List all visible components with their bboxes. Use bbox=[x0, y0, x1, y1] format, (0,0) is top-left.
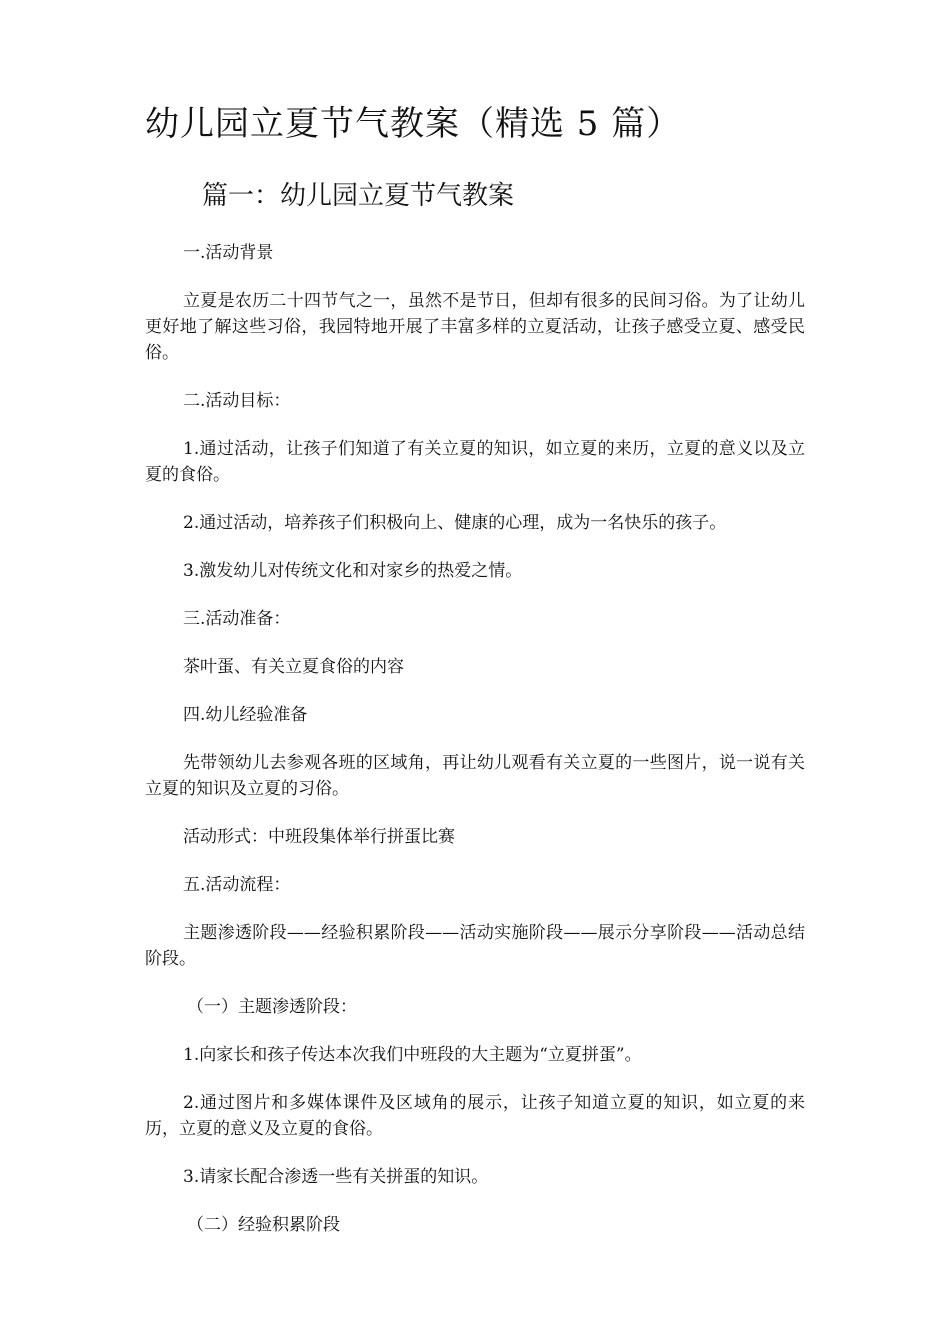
paragraph: 1.通过活动，让孩子们知道了有关立夏的知识，如立夏的来历，立夏的意义以及立夏的食俗。 bbox=[145, 439, 805, 485]
subsection-heading: （一）主题渗透阶段： bbox=[187, 997, 357, 1017]
paragraph: 2.通过图片和多媒体课件及区域角的展示，让孩子知道立夏的知识，如立夏的来历，立夏的意义及立夏的食俗。 bbox=[145, 1093, 805, 1139]
paragraph-heading: 一.活动背景 bbox=[183, 243, 274, 263]
paragraph: 茶叶蛋、有关立夏食俗的内容 bbox=[183, 657, 404, 677]
paragraph: 1.向家长和孩子传达本次我们中班段的大主题为“立夏拼蛋”。 bbox=[183, 1045, 642, 1065]
paragraph: 活动形式：中班段集体举行拼蛋比赛 bbox=[183, 827, 455, 847]
paragraph-heading: 五.活动流程： bbox=[183, 875, 291, 895]
paragraph: 3.请家长配合渗透一些有关拼蛋的知识。 bbox=[183, 1167, 489, 1187]
paragraph-heading: 三.活动准备： bbox=[183, 609, 291, 629]
document-title: 幼儿园立夏节气教案（精选 5 篇） bbox=[145, 104, 682, 144]
paragraph-heading: 二.活动目标： bbox=[183, 391, 291, 411]
subsection-heading: （二）经验积累阶段 bbox=[187, 1215, 340, 1235]
section-title: 篇一：幼儿园立夏节气教案 bbox=[202, 181, 515, 211]
paragraph: 先带领幼儿去参观各班的区域角，再让幼儿观看有关立夏的一些图片，说一说有关立夏的知识及立夏的习俗。 bbox=[145, 753, 805, 799]
document-body bbox=[145, 240, 805, 1260]
paragraph: 2.通过活动，培养孩子们积极向上、健康的心理，成为一名快乐的孩子。 bbox=[183, 513, 727, 533]
paragraph: 立夏是农历二十四节气之一，虽然不是节日，但却有很多的民间习俗。为了让幼儿更好地了解这些习俗，我园特地开展了丰富多样的立夏活动，让孩子感受立夏、感受民俗。 bbox=[145, 291, 805, 363]
paragraph: 3.激发幼儿对传统文化和对家乡的热爱之情。 bbox=[183, 561, 523, 581]
paragraph: 主题渗透阶段——经验积累阶段——活动实施阶段——展示分享阶段——活动总结阶段。 bbox=[145, 923, 805, 969]
paragraph-heading: 四.幼儿经验准备 bbox=[183, 705, 308, 725]
